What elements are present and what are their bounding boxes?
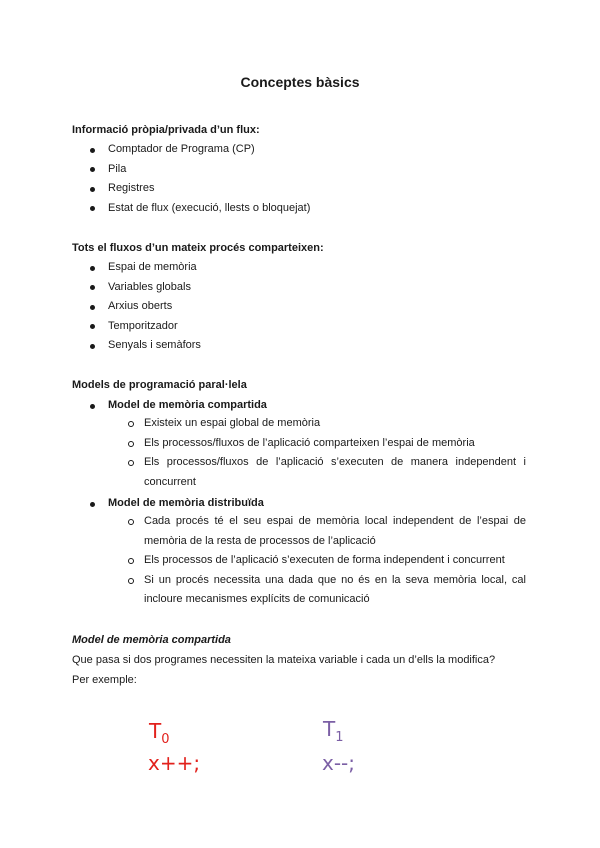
list-item: Variables globals [72, 278, 201, 298]
list-item: Els processos/fluxos de l’aplicació comparteixen l’espai de memòria [144, 434, 526, 454]
list-item: Cada procés té el seu espai de memòria local independent de l’espai de memòria de la resta de processos de l’aplicació [144, 512, 526, 551]
example-label: Per exemple: [72, 674, 137, 686]
list-item: Pila [72, 160, 310, 180]
t0-subscript: 0 [161, 732, 170, 747]
list-item: Temporitzador [72, 317, 201, 337]
list-item: Senyals i semàfors [72, 336, 201, 356]
thread-t0-label [149, 719, 170, 747]
section-heading-shared-info: Tots el fluxos d’un mateix procés comparteixen: [72, 242, 324, 254]
bullet-dot [90, 404, 95, 409]
t1-letter: T [323, 717, 336, 741]
bullet-dot [90, 502, 95, 507]
section-heading-shared-memory-model: Model de memòria compartida [72, 634, 231, 646]
model-distributed-memory-label: Model de memòria distribuïda [108, 497, 264, 509]
section-heading-parallel-models: Models de programació paral·lela [72, 379, 247, 391]
list-item: Registres [72, 179, 310, 199]
list-item: Els processos/fluxos de l’aplicació s’executen de manera independent i concurrent [144, 453, 526, 492]
private-info-list [72, 140, 310, 218]
shared-info-list [72, 258, 201, 356]
section-heading-private-info: Informació pròpia/privada d’un flux: [72, 124, 260, 136]
page-title: Conceptes bàsics [240, 74, 360, 90]
shared-memory-list [144, 414, 526, 492]
list-item: Arxius oberts [72, 297, 201, 317]
t1-subscript: 1 [335, 730, 344, 745]
list-item: Estat de flux (execució, llests o bloquejat) [72, 199, 310, 219]
t0-letter: T [149, 719, 162, 743]
question-text: Que pasa si dos programes necessiten la mateixa variable i cada un d’ells la modifica? [72, 654, 496, 666]
thread-t1-code: x--; [322, 751, 356, 775]
list-item: Comptador de Programa (CP) [72, 140, 310, 160]
thread-t0-code: x++; [148, 751, 201, 775]
list-item: Existeix un espai global de memòria [144, 414, 526, 434]
distributed-memory-list [144, 512, 526, 610]
model-shared-memory-label: Model de memòria compartida [108, 399, 267, 411]
thread-t1-label [323, 717, 344, 745]
list-item: Si un procés necessita una dada que no és en la seva memòria local, cal incloure mecanismes explícits de comunicació [144, 571, 526, 610]
list-item: Espai de memòria [72, 258, 201, 278]
list-item: Els processos de l’aplicació s’executen de forma independent i concurrent [144, 551, 526, 571]
